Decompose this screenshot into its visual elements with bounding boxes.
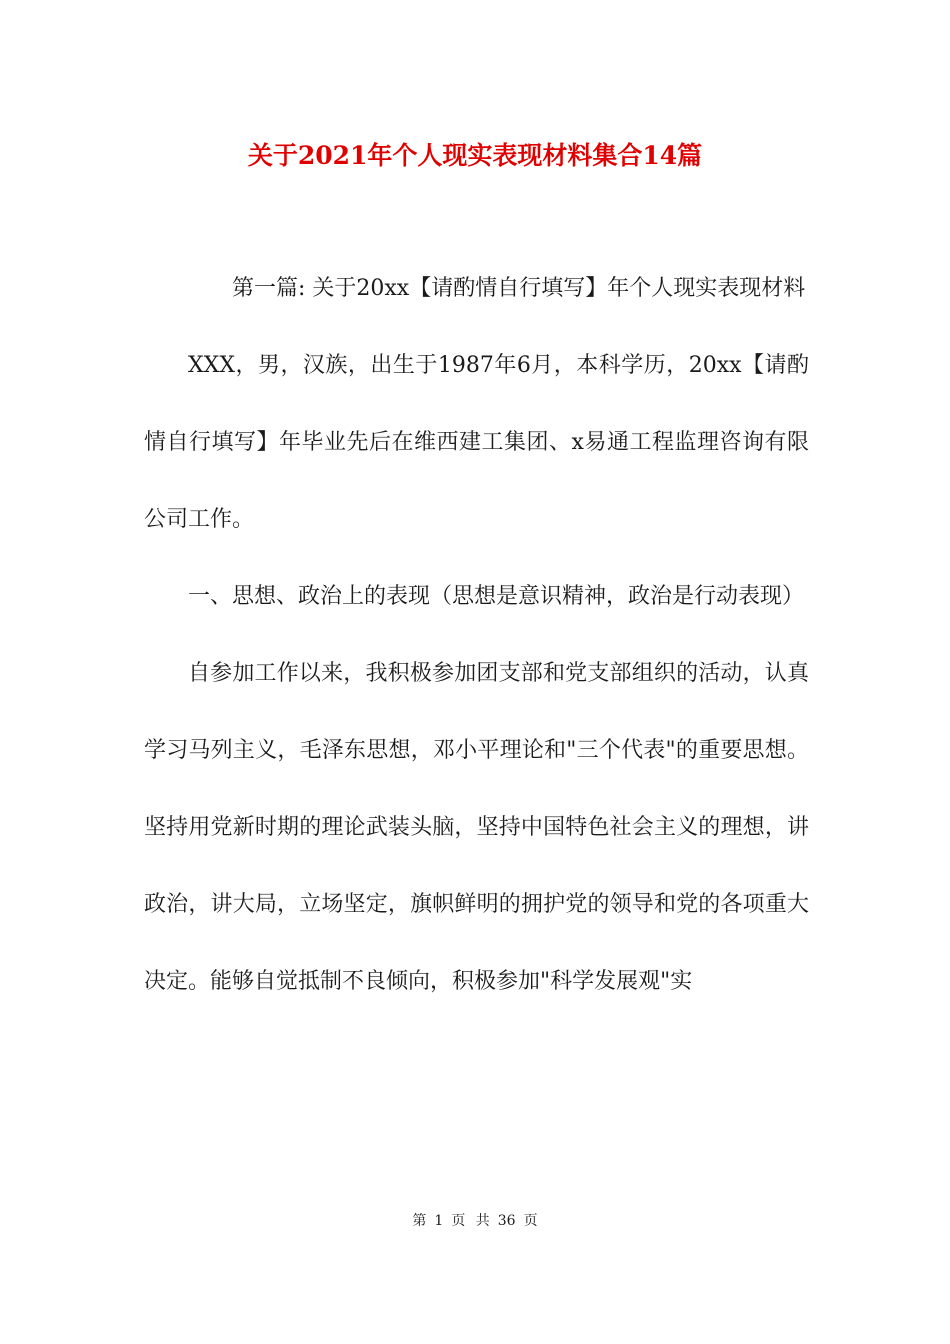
footer-prefix: 第 xyxy=(412,1213,427,1229)
document-body xyxy=(144,250,809,1020)
paragraph: XXX，男，汉族，出生于1987年6月，本科学历，20xx【请酌情自行填写】年毕业先后在维西建工集团、x易通工程监理咨询有限公司工作。 xyxy=(144,353,809,532)
footer-middle: 页 共 xyxy=(451,1213,490,1229)
footer-suffix: 页 xyxy=(523,1213,538,1229)
paragraph: 一、思想、政治上的表现（思想是意识精神，政治是行动表现） xyxy=(188,584,805,609)
page-footer xyxy=(0,1210,950,1230)
document-title: 关于2021年个人现实表现材料集合14篇 xyxy=(247,141,703,170)
footer-page-number: 1 xyxy=(434,1213,444,1229)
section-heading: 第一篇: 关于20xx【请酌情自行填写】年个人现实表现材料 xyxy=(232,276,806,301)
paragraph: 自参加工作以来，我积极参加团支部和党支部组织的活动，认真学习马列主义，毛泽东思想，邓小平理论和"三个代表"的重要思想。坚持用党新时期的理论武装头脑，坚持中国特色社会主义的理想，讲政治，讲大局，立场坚定，旗帜鲜明的拥护党的领导和党的各项重大决定。能够自觉抵制不良倾向，积极参加"科学发展观"实 xyxy=(144,661,809,994)
footer-total-pages: 36 xyxy=(497,1213,516,1229)
